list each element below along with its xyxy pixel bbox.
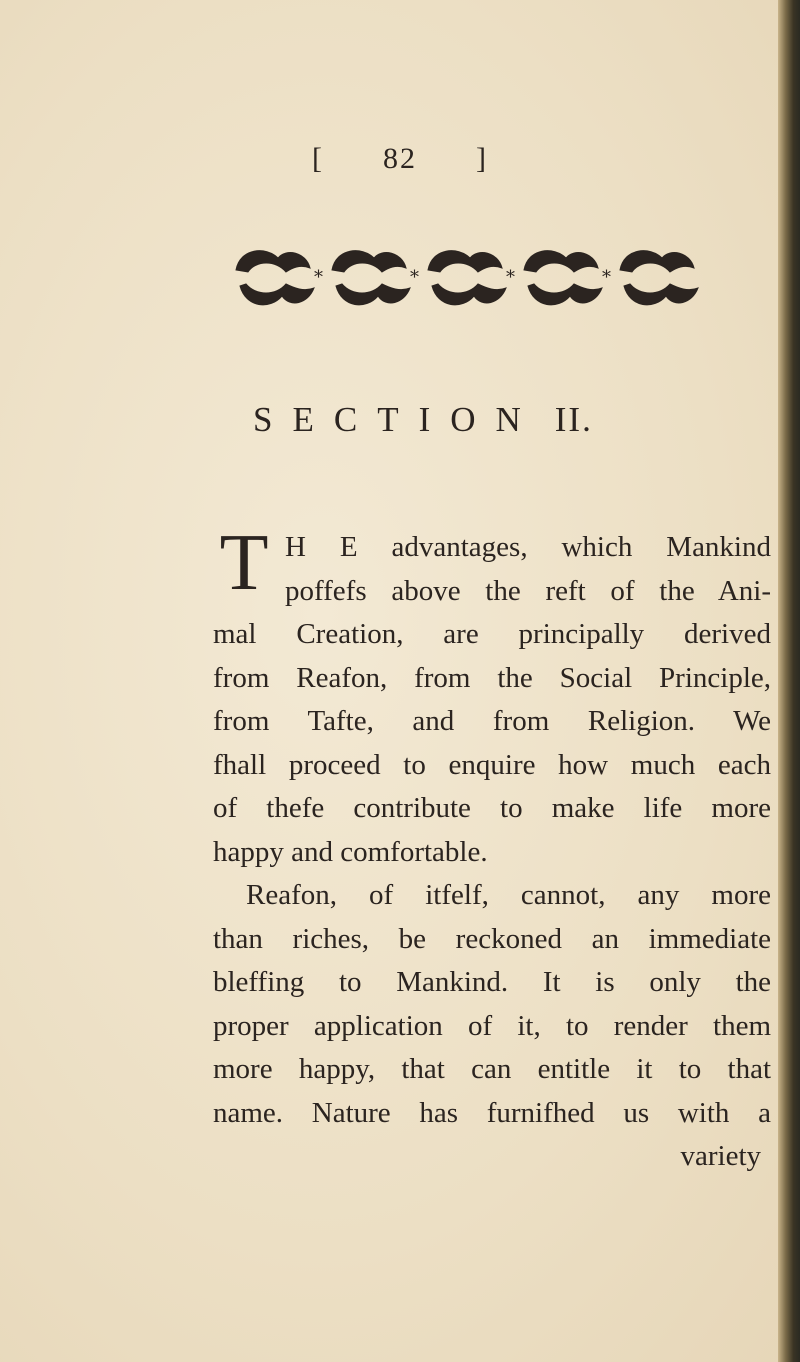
text-line: bleffing to Mankind. It is only the xyxy=(213,966,771,998)
text-line: of thefe contribute to make life more xyxy=(213,792,771,824)
page-edge-shadow xyxy=(778,0,800,1362)
ornament-unit xyxy=(620,251,698,305)
page-number xyxy=(0,142,800,176)
folio-open-bracket: [ xyxy=(312,142,324,175)
ornament-star: * xyxy=(506,267,515,288)
text-line: than riches, be reckoned an immediate xyxy=(213,922,771,955)
drop-cap: T xyxy=(219,519,269,607)
section-heading-numeral: II. xyxy=(554,400,593,439)
text-line: happy and comfortable. xyxy=(213,835,488,868)
ornament-star: * xyxy=(602,267,611,288)
ornament-unit xyxy=(428,251,506,305)
ornament-unit xyxy=(236,251,314,305)
decorative-ornament-band xyxy=(226,238,710,318)
section-heading-word: SECTION xyxy=(253,400,541,439)
text-line: Reafon, of itfelf, cannot, any more xyxy=(246,879,771,911)
body-text xyxy=(213,519,771,1179)
text-line: mal Creation, are principally derived xyxy=(213,618,771,650)
text-line: more happy, that can entitle it to that xyxy=(213,1053,771,1085)
ornament-unit xyxy=(332,251,410,305)
text-line: poffefs above the reft of the Ani- xyxy=(285,574,771,607)
catchword: variety xyxy=(680,1140,761,1172)
text-line: proper application of it, to render them xyxy=(213,1009,771,1042)
section-heading xyxy=(253,400,593,440)
text-line: from Reafon, from the Social Principle, xyxy=(213,661,771,694)
ornament-star: * xyxy=(314,267,323,288)
ornament-unit xyxy=(524,251,602,305)
text-line: fhall proceed to enquire how much each xyxy=(213,748,771,781)
folio-close-bracket: ] xyxy=(476,142,488,175)
text-line: from Tafte, and from Religion. We xyxy=(213,705,771,737)
ornament-star: * xyxy=(410,267,419,288)
text-line: H E advantages, which Mankind xyxy=(285,531,771,563)
folio-number: 82 xyxy=(383,142,417,175)
text-line: name. Nature has furnifhed us with a xyxy=(213,1096,771,1129)
